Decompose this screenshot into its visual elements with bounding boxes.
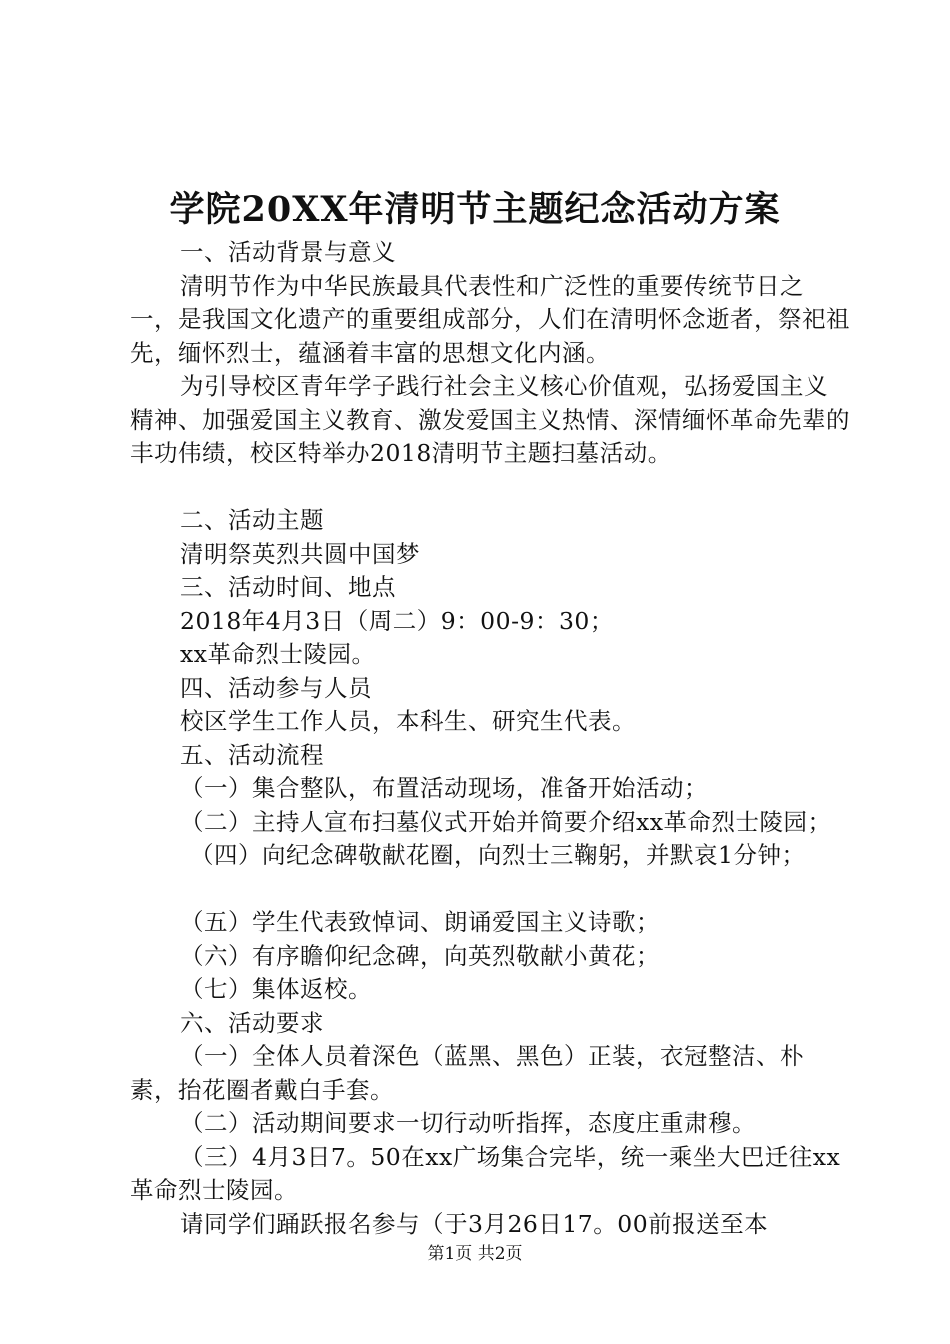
requirement-item: （一）全体人员着深色（蓝黑、黑色）正装，衣冠整洁、朴素，抬花圈者戴白手套。 xyxy=(130,1042,804,1104)
section-heading-participants: 四、活动参与人员 xyxy=(180,673,372,702)
document-body xyxy=(130,236,850,1241)
flow-item: （六）有序瞻仰纪念碑，向英烈敬献小黄花； xyxy=(180,941,660,970)
flow-item: （一）集合整队，布置活动现场，准备开始活动； xyxy=(180,774,708,802)
flow-item: （七）集体返校。 xyxy=(180,975,372,1003)
requirement-item: （二）活动期间要求一切行动听指挥，态度庄重肃穆。 xyxy=(180,1109,756,1137)
flow-item: （二）主持人宣布扫墓仪式开始并简要介绍xx革命烈士陵园； xyxy=(180,807,832,836)
time-text: 2018年4月3日（周二）9：00-9：30； xyxy=(180,606,614,635)
place-text: xx革命烈士陵园。 xyxy=(180,640,376,668)
section-heading-background: 一、活动背景与意义 xyxy=(180,238,396,266)
requirement-item: （三）4月3日7。50在xx广场集合完毕，统一乘坐大巴迁往xx革命烈士陵园。 xyxy=(130,1142,841,1204)
page-number: 第1页 共2页 xyxy=(427,1244,523,1264)
section-heading-flow: 五、活动流程 xyxy=(180,740,324,769)
paragraph-purpose: 为引导校区青年学子践行社会主义核心价值观，弘扬爱国主义精神、加强爱国主义教育、激发爱国主义热情、深情缅怀革命先辈的丰功伟绩，校区特举办2018清明节主题扫墓活动。 xyxy=(130,372,850,467)
theme-text: 清明祭英烈共圆中国梦 xyxy=(180,539,420,568)
section-heading-theme: 二、活动主题 xyxy=(180,506,324,534)
section-heading-time-place: 三、活动时间、地点 xyxy=(180,573,396,601)
section-heading-requirements: 六、活动要求 xyxy=(180,1008,324,1037)
paragraph-background: 清明节作为中华民族最具代表性和广泛性的重要传统节日之一，是我国文化遗产的重要组成部分，人们在清明怀念逝者，祭祀祖先，缅怀烈士，蕴涵着丰富的思想文化内涵。 xyxy=(130,271,850,367)
flow-item: （五）学生代表致悼词、朗诵爱国主义诗歌； xyxy=(180,908,660,936)
blank-line xyxy=(130,873,850,907)
blank-line xyxy=(130,471,850,505)
closing-text: 请同学们踊跃报名参与（于3月26日17。00前报送至本 xyxy=(180,1209,769,1238)
page-title: 学院20XX年清明节主题纪念活动方案 xyxy=(169,189,781,230)
participants-text: 校区学生工作人员，本科生、研究生代表。 xyxy=(180,707,636,735)
flow-item: （四）向纪念碑敬献花圈，向烈士三鞠躬，并默哀1分钟； xyxy=(190,841,806,869)
